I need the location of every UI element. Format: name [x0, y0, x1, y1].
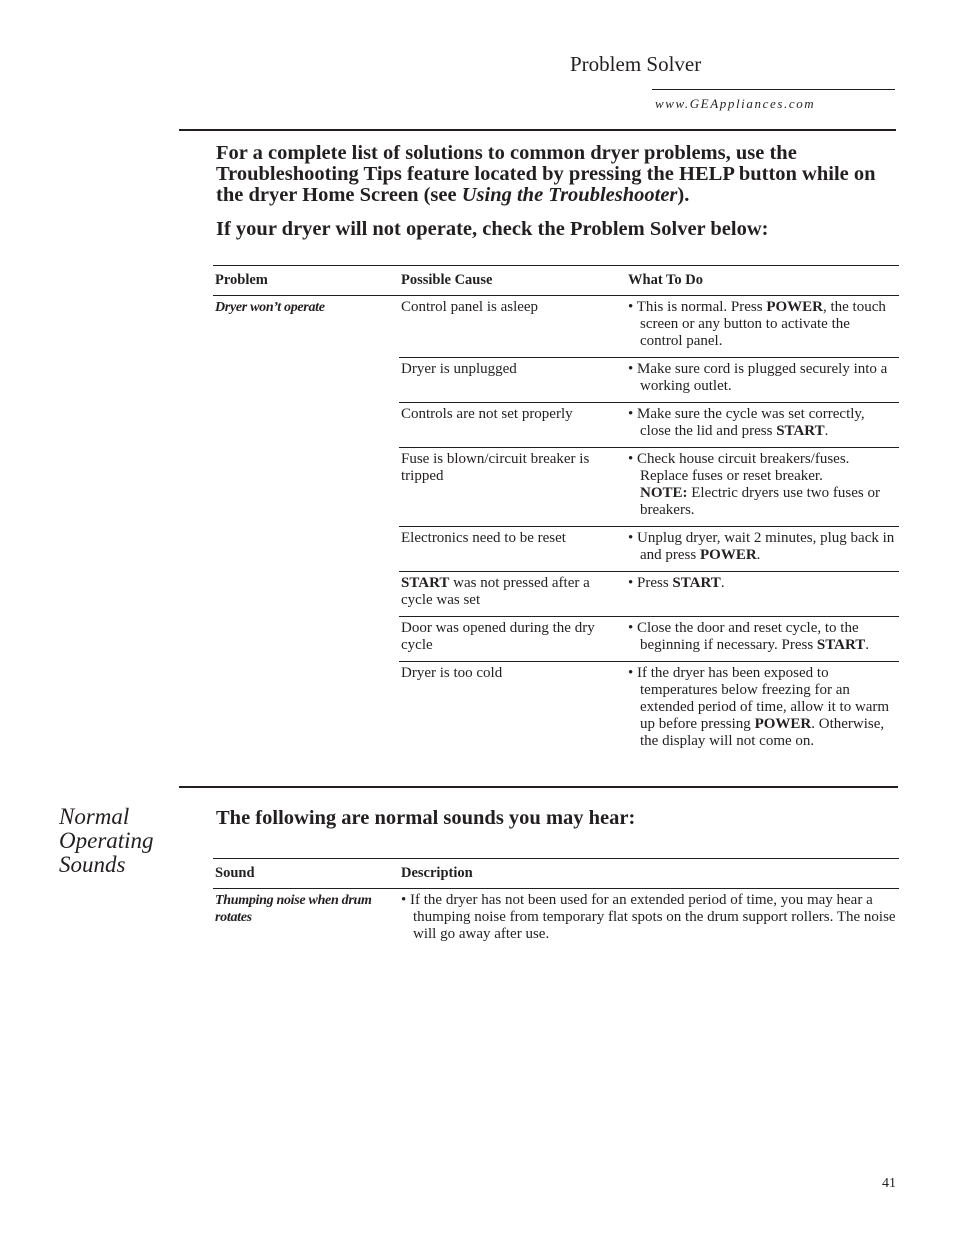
header-description: Description: [399, 859, 899, 889]
header-cause: Possible Cause: [399, 266, 626, 296]
cause-cell: START was not pressed after a cycle was set: [399, 572, 626, 617]
table-row: [213, 889, 899, 951]
cause-cell: Fuse is blown/circuit breaker is tripped: [399, 448, 626, 527]
problem-solver-table: [213, 265, 899, 757]
troubleshooter-ref: Using the Troubleshooter: [461, 184, 678, 206]
todo-cell: • Check house circuit breakers/fuses. Replace fuses or reset breaker. NOTE: Electric dryers use two fuses or breakers.: [626, 448, 899, 527]
todo-cell: • Make sure cord is plugged securely into a working outlet.: [626, 358, 899, 403]
website-url: www.GEAppliances.com: [655, 96, 816, 111]
header-divider: [652, 89, 895, 90]
cause-cell: Dryer is too cold: [401, 665, 503, 681]
intro-instruction: If your dryer will not operate, check the Problem Solver below:: [216, 218, 769, 240]
header-sound: Sound: [213, 859, 399, 889]
table-header-row: [213, 859, 899, 889]
section-divider: [179, 786, 898, 788]
todo-cell: • Press START.: [626, 572, 899, 617]
table-row: [213, 296, 899, 358]
sounds-heading: The following are normal sounds you may hear:: [216, 807, 636, 829]
section-title: Problem Solver: [570, 52, 702, 76]
problem-cell: Dryer won’t operate: [215, 300, 325, 315]
table-header-row: [213, 266, 899, 296]
cause-cell: Controls are not set properly: [399, 403, 626, 448]
todo-cell: • Unplug dryer, wait 2 minutes, plug back in and press POWER.: [626, 527, 899, 572]
intro-paragraph: For a complete list of solutions to common dryer problems, use the Troubleshooting Tips feature located by pressing the HELP button while on the dryer Home Screen (see Using the Troubleshooter).: [216, 142, 876, 206]
cause-cell: Door was opened during the dry cycle: [399, 617, 626, 662]
cause-cell: Control panel is asleep: [399, 296, 626, 358]
todo-cell: • This is normal. Press POWER, the touch screen or any button to activate the control panel.: [626, 296, 899, 358]
top-divider: [179, 129, 896, 131]
header-todo: What To Do: [626, 266, 899, 296]
sound-name: Thumping noise when drum rotates: [215, 893, 372, 925]
sounds-side-title: Normal Operating Sounds: [59, 804, 154, 877]
cause-cell: Dryer is unplugged: [399, 358, 626, 403]
sounds-table: [213, 858, 899, 950]
todo-cell: • Make sure the cycle was set correctly, close the lid and press START.: [626, 403, 899, 448]
todo-cell: • If the dryer has been exposed to temperatures below freezing for an extended period of time, allow it to warm up before pressing POWER. Otherwise, the display will not come on.: [628, 665, 890, 749]
page-number: 41: [882, 1176, 896, 1191]
header-problem: Problem: [213, 266, 399, 296]
todo-cell: • Close the door and reset cycle, to the beginning if necessary. Press START.: [626, 617, 899, 662]
sound-description: • If the dryer has not been used for an extended period of time, you may hear a thumping noise from temporary flat spots on the drum support rollers. The noise will go away after use.: [401, 892, 896, 942]
cause-cell: Electronics need to be reset: [399, 527, 626, 572]
